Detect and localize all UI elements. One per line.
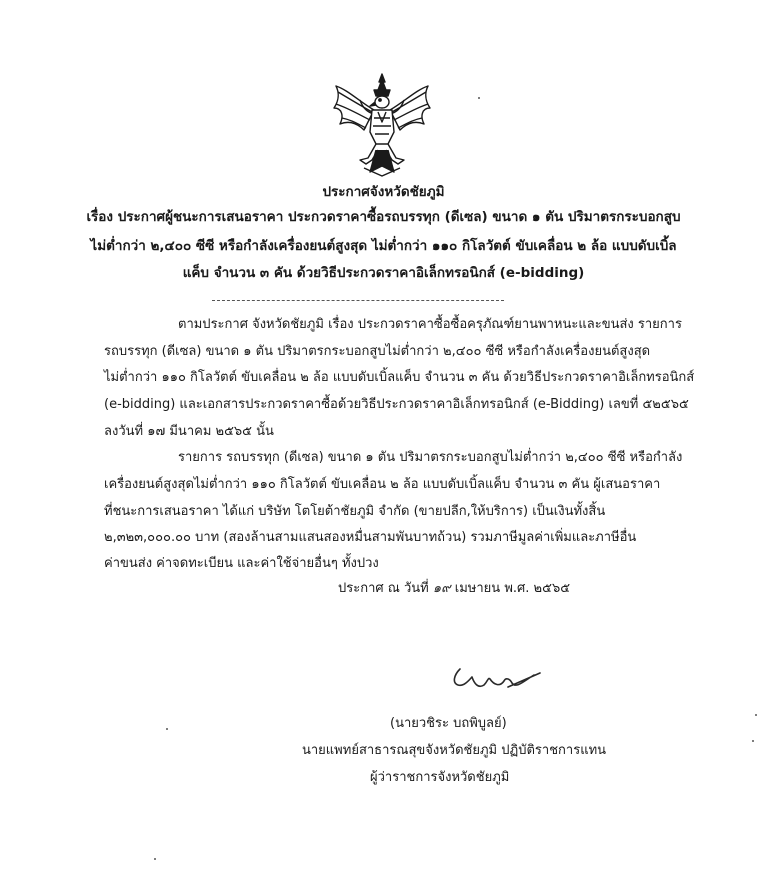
paragraph2-line-1: รายการ รถบรรทุก (ดีเซล) ขนาด ๑ ตัน ปริมาตรกระบอกสูบไม่ต่ำกว่า ๒,๔๐๐ ซีซี หรือกำลัง (178, 450, 683, 465)
scan-speck (166, 728, 168, 730)
announcement-suffix: เมษายน พ.ศ. ๒๕๖๕ (454, 581, 571, 596)
signatory-position: นายแพทย์สาธารณสุขจังหวัดชัยภูมิ ปฏิบัติราชการแทน (302, 743, 607, 758)
paragraph2-line-2: เครื่องยนต์สูงสุดไม่ต่ำกว่า ๑๑๐ กิโลวัตต์ ขับเคลื่อน ๒ ล้อ แบบดับเบิ้ลแค็บ จำนวน ๓ คัน ผู้เสนอราคา (104, 477, 661, 492)
subject-line-3: แค็บ จำนวน ๓ คัน ด้วยวิธีประกวดราคาอิเล็กทรอนิกส์ (e-bidding) (182, 265, 585, 281)
scan-speck (478, 97, 480, 99)
on-behalf-of: ผู้ว่าราชการจังหวัดชัยภูมิ (370, 770, 510, 785)
agency-title: ประกาศจังหวัดชัยภูมิ (322, 184, 445, 200)
handwritten-signature-icon (448, 665, 542, 695)
paragraph1-line-5: ลงวันที่ ๑๗ มีนาคม ๒๕๖๕ นั้น (104, 424, 274, 439)
announcement-prefix: ประกาศ ณ วันที่ (338, 581, 429, 596)
paragraph1-line-4: (e-bidding) และเอกสารประกวดราคาซื้อด้วยวิธีประกวดราคาอิเล็กทรอนิกส์ (e-Bidding) เลขที่ ๕๒๕๖๕ (104, 397, 689, 412)
scan-speck (755, 714, 757, 716)
header-divider (212, 300, 504, 301)
scan-speck (752, 740, 754, 742)
announcement-day: ๑๙ (432, 581, 451, 596)
paragraph2-line-5: ค่าขนส่ง ค่าจดทะเบียน และค่าใช้จ่ายอื่นๆ ทั้งปวง (104, 556, 379, 571)
paragraph1-line-3: ไม่ต่ำกว่า ๑๑๐ กิโลวัตต์ ขับเคลื่อน ๒ ล้อ แบบดับเบิ้ลแค็บ จำนวน ๓ คัน ด้วยวิธีประกวดราคาอิเล็กทรอนิกส์ (104, 370, 695, 385)
paragraph2-line-3: ที่ชนะการเสนอราคา ได้แก่ บริษัท โตโยต้าชัยภูมิ จำกัด (ขายปลีก,ให้บริการ) เป็นเงินทั้งสิ้น (104, 504, 606, 519)
paragraph1-line-1: ตามประกาศ จังหวัดชัยภูมิ เรื่อง ประกวดราคาซื้อซื้อครุภัณฑ์ยานพาหนะและขนส่ง รายการ (178, 317, 682, 332)
subject-line-1: เรื่อง ประกาศผู้ชนะการเสนอราคา ประกวดราคาซื้อรถบรรทุก (ดีเซล) ขนาด ๑ ตัน ปริมาตรกระบอกสูบ (86, 209, 681, 225)
paragraph1-line-2: รถบรรทุก (ดีเซล) ขนาด ๑ ตัน ปริมาตรกระบอกสูบไม่ต่ำกว่า ๒,๔๐๐ ซีซี หรือกำลังเครื่องยนต์สูงสุด (104, 344, 651, 359)
signatory-name: (นายวชิระ บถพิบูลย์) (390, 716, 507, 731)
garuda-emblem-icon (330, 72, 434, 178)
paragraph2-line-4: ๒,๓๒๓,๐๐๐.๐๐ บาท (สองล้านสามแสนสองหมื่นสามพันบาทถ้วน) รวมภาษีมูลค่าเพิ่มและภาษีอื่น (104, 530, 637, 545)
subject-line-2: ไม่ต่ำกว่า ๒,๔๐๐ ซีซี หรือกำลังเครื่องยนต์สูงสุด ไม่ต่ำกว่า ๑๑๐ กิโลวัตต์ ขับเคลื่อน ๒ ล้อ แบบดับเบิ้ล (90, 238, 677, 254)
scan-speck (154, 858, 156, 860)
announcement-date (338, 579, 570, 599)
